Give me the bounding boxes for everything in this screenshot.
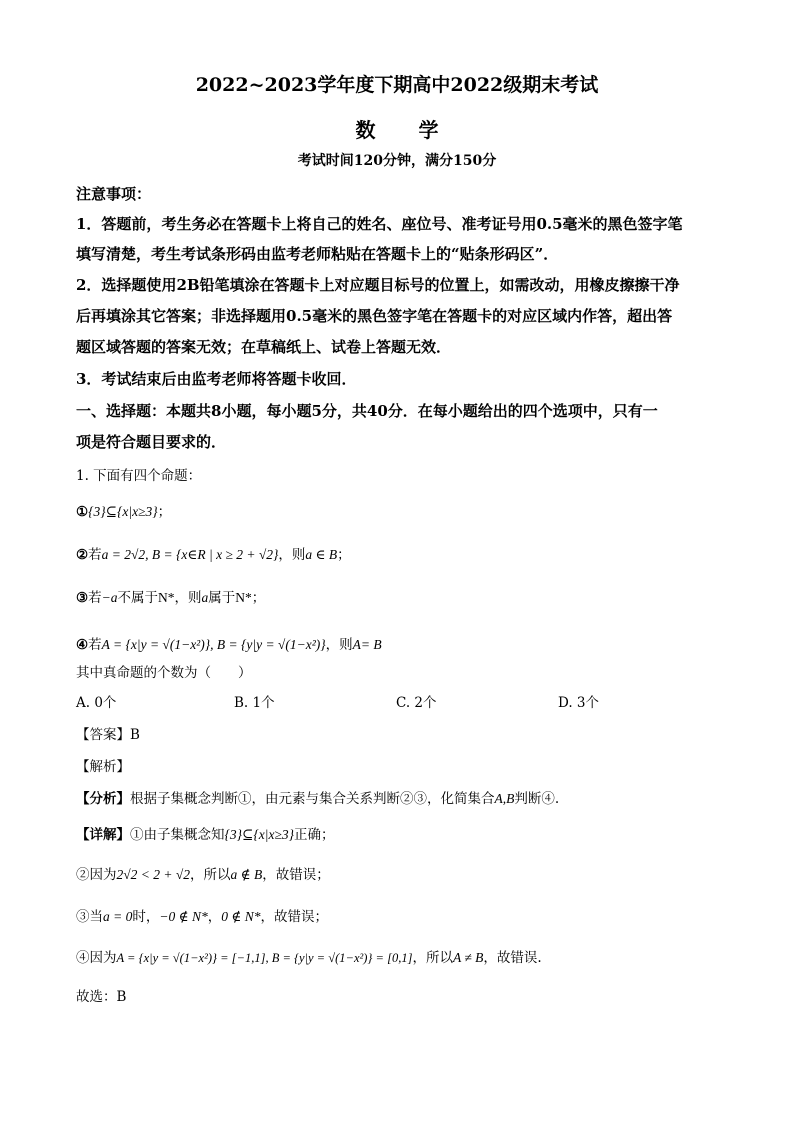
notes-heading: 注意事项： xyxy=(76,185,152,203)
proposition-3: ③若−a不属于N*，则a属于N*； xyxy=(76,590,266,606)
option-a: A. 0个 xyxy=(76,695,117,711)
proposition-1: ①{3}⊆{x|x≥3}； xyxy=(76,504,172,520)
final-choice: 故选：B xyxy=(76,989,127,1005)
prop-2-math: a = 2√2, B = {x∈R | x ≥ 2 + √2} xyxy=(101,547,279,562)
answer-line: 【答案】B xyxy=(76,727,140,743)
note-3: 3．考试结束后由监考老师将答题卡收回． xyxy=(76,370,357,388)
proposition-4: ④若A = {x|y = √(1−x²)}, B = {y|y = √(1−x²)}，则A= B xyxy=(76,637,382,653)
exam-title: 2022~2023学年度下期高中2022级期末考试 xyxy=(195,74,599,96)
option-d: D. 3个 xyxy=(558,695,600,711)
section-heading-line-2: 项是符合题目要求的． xyxy=(76,433,227,451)
option-b: B. 1个 xyxy=(234,695,275,711)
circled-number-2: ② xyxy=(76,547,89,563)
circled-number-1: ① xyxy=(76,504,89,520)
option-c: C. 2个 xyxy=(396,695,437,711)
note-1-line-1: 1．答题前，考生务必在答题卡上将自己的姓名、座位号、准考证号用0.5毫米的黑色签字笔 xyxy=(76,215,683,233)
note-2-line-3: 题区域答题的答案无效；在草稿纸上、试卷上答题无效． xyxy=(76,338,452,356)
note-1-line-2: 填写清楚，考生考试条形码由监考老师粘贴在答题卡上的“贴条形码区”． xyxy=(76,245,559,263)
prop-4-math: A = {x|y = √(1−x²)}, B = {y|y = √(1−x²)} xyxy=(101,637,326,652)
exam-info: 考试时间120分钟，满分150分 xyxy=(297,153,497,169)
question-ask: 其中真命题的个数为（ ） xyxy=(76,665,252,681)
detail-line-1: 【详解】①由子集概念知{3}⊆{x|x≥3}正确； xyxy=(76,827,335,843)
detail-line-4: ④因为A = {x|y = √(1−x²)} = [−1,1], B = {y|y = √(1−x²)} = [0,1]，所以A ≠ B，故错误. xyxy=(76,950,542,966)
detail-line-3: ③当a = 0时，−0 ∉ N*，0 ∉ N*，故错误； xyxy=(76,909,328,925)
fenxi-line: 【分析】根据子集概念判断①，由元素与集合关系判断②③，化简集合A,B判断④. xyxy=(76,791,560,807)
subject-title: 数 学 xyxy=(355,118,457,142)
circled-number-4: ④ xyxy=(76,637,89,653)
circled-number-3: ③ xyxy=(76,590,89,606)
detail-line-2: ②因为2√2 < 2 + √2，所以a ∉ B，故错误； xyxy=(76,867,330,883)
note-2-line-1: 2．选择题使用2B铅笔填涂在答题卡上对应题目标号的位置上，如需改动，用橡皮擦擦干净 xyxy=(76,276,680,294)
note-2-line-2: 后再填涂其它答案；非选择题用0.5毫米的黑色签字笔在答题卡的对应区域内作答，超出答 xyxy=(76,307,673,325)
prop-1-math: {3}⊆{x|x≥3} xyxy=(88,504,158,519)
question-stem: 1. 下面有四个命题： xyxy=(76,468,202,484)
analysis-label: 【解析】 xyxy=(76,759,130,775)
section-heading-line-1: 一、选择题：本题共8小题，每小题5分，共40分．在每小题给出的四个选项中，只有一 xyxy=(76,402,658,420)
proposition-2: ②若a = 2√2, B = {x∈R | x ≥ 2 + √2}，则a ∈ B； xyxy=(76,547,351,563)
